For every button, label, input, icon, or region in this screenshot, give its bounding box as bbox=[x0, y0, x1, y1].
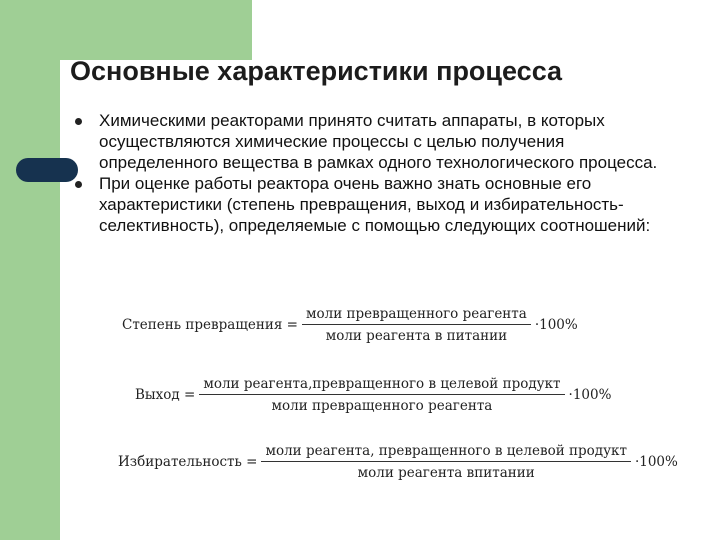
formula-label: Избирательность = bbox=[118, 454, 258, 470]
bullet-item bbox=[75, 173, 665, 236]
decorative-navy-tab bbox=[16, 158, 78, 182]
formula-numerator: моли реагента,превращенного в целевой продукт bbox=[199, 376, 564, 395]
formula-multiplier: ·100% bbox=[568, 387, 612, 403]
formula-conversion bbox=[122, 306, 578, 344]
formula-label: Выход = bbox=[135, 387, 196, 403]
formula-yield bbox=[135, 376, 611, 414]
formula-fraction bbox=[261, 443, 630, 481]
bullet-item bbox=[75, 110, 665, 173]
formula-denominator: моли превращенного реагента bbox=[271, 398, 493, 414]
formula-multiplier: ·100% bbox=[534, 317, 578, 333]
formula-denominator: моли реагента в питании bbox=[325, 328, 508, 344]
formula-denominator: моли реагента впитании bbox=[357, 465, 535, 481]
bullet-dot-icon bbox=[75, 181, 82, 188]
formula-numerator: моли реагента, превращенного в целевой продукт bbox=[261, 443, 630, 462]
formula-multiplier: ·100% bbox=[634, 454, 678, 470]
decorative-green-strip bbox=[0, 0, 60, 540]
bullet-list bbox=[75, 110, 665, 236]
bullet-text: При оценке работы реактора очень важно знать основные его характеристики (степень превращения, выход и избирательность-селективность), определяемые с помощью следующих соотношений: bbox=[99, 174, 651, 235]
formula-fraction bbox=[199, 376, 564, 414]
decorative-green-block bbox=[60, 0, 252, 60]
formula-fraction bbox=[302, 306, 531, 344]
bullet-dot-icon bbox=[75, 118, 82, 125]
slide-title: Основные характеристики процесса bbox=[70, 56, 563, 86]
formula-numerator: моли превращенного реагента bbox=[302, 306, 531, 325]
bullet-text: Химическими реакторами принято считать аппараты, в которых осуществляются химические процессы с целью получения определенного вещества в рамках одного технологического процесса. bbox=[99, 111, 658, 172]
formula-selectivity bbox=[118, 443, 678, 481]
formula-label: Степень превращения = bbox=[122, 317, 298, 333]
